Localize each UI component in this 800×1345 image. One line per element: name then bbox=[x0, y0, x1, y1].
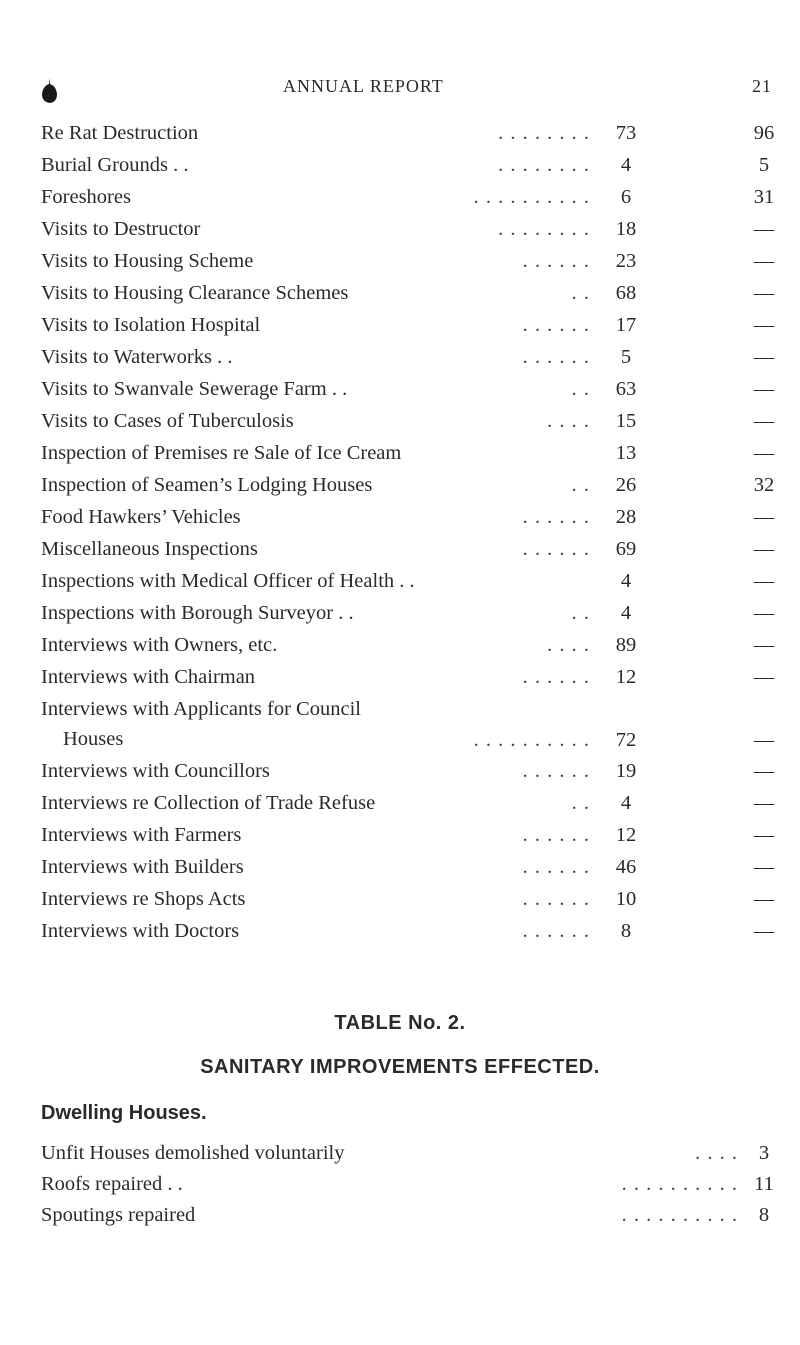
table-row bbox=[0, 787, 800, 819]
row-label-text: Interviews with Chairman bbox=[41, 666, 256, 688]
table-row bbox=[0, 819, 800, 851]
improvements-table bbox=[0, 1138, 800, 1231]
count-second-column: — bbox=[753, 218, 775, 240]
row-label bbox=[41, 405, 294, 437]
count-first-column: 10 bbox=[615, 888, 637, 910]
leader-dots: . . bbox=[571, 282, 590, 304]
count-second-column: — bbox=[753, 250, 775, 272]
count-second-column: — bbox=[753, 888, 775, 910]
leader-dots: . . . . . . bbox=[522, 824, 590, 846]
table-row bbox=[0, 1200, 800, 1231]
row-label bbox=[41, 309, 260, 341]
table-row bbox=[0, 437, 800, 469]
row-label bbox=[41, 694, 361, 754]
row-label-text: Inspection of Premises re Sale of Ice Cream bbox=[41, 442, 402, 464]
count-first-column: 63 bbox=[615, 378, 637, 400]
count-second-column: — bbox=[753, 634, 775, 656]
row-label: Spoutings repaired bbox=[41, 1204, 196, 1226]
count-first-column: 19 bbox=[615, 760, 637, 782]
count-second-column: — bbox=[753, 410, 775, 432]
table-subtitle: SANITARY IMPROVEMENTS EFFECTED. bbox=[200, 1056, 600, 1078]
table-row bbox=[0, 565, 800, 597]
count-second-column: — bbox=[753, 666, 775, 688]
count-second-column: 31 bbox=[753, 186, 775, 208]
row-label bbox=[41, 117, 198, 149]
row-label-text: Food Hawkers’ Vehicles bbox=[41, 506, 241, 528]
table-title: TABLE No. 2. bbox=[334, 1012, 466, 1034]
row-label bbox=[41, 851, 244, 883]
leader-dots: . . . . . . bbox=[522, 888, 590, 910]
row-label bbox=[41, 373, 347, 405]
table-row bbox=[0, 277, 800, 309]
leader-dots: . . . . bbox=[547, 634, 590, 656]
row-label bbox=[41, 277, 348, 309]
count-second-column: — bbox=[753, 346, 775, 368]
row-label-text: Re Rat Destruction bbox=[41, 122, 199, 144]
table-row bbox=[0, 245, 800, 277]
count-first-column: 15 bbox=[615, 410, 637, 432]
row-label-text: Inspections with Borough Surveyor . . bbox=[41, 602, 354, 624]
table-row bbox=[0, 501, 800, 533]
count-first-column: 73 bbox=[615, 122, 637, 144]
leader-dots: . . bbox=[571, 602, 590, 624]
section-heading: Dwelling Houses. bbox=[41, 1102, 207, 1124]
count-second-column: — bbox=[753, 856, 775, 878]
count-second-column: — bbox=[753, 506, 775, 528]
leader-dots: . . . . . . . . . . bbox=[473, 729, 590, 751]
leader-dots: . . . . . . . . bbox=[498, 218, 590, 240]
table-row bbox=[0, 629, 800, 661]
row-label-text: Visits to Housing Scheme bbox=[41, 250, 254, 272]
row-label bbox=[41, 533, 258, 565]
count-column: 8 bbox=[758, 1204, 770, 1226]
row-label bbox=[41, 501, 241, 533]
leader-dots: . . . . . . bbox=[522, 856, 590, 878]
row-label-text: Miscellaneous Inspections bbox=[41, 538, 258, 560]
leader-dots: . . . . . . . . bbox=[498, 154, 590, 176]
row-label-text: Burial Grounds . . bbox=[41, 154, 189, 176]
table-row bbox=[0, 373, 800, 405]
row-label bbox=[41, 341, 232, 373]
count-second-column: 96 bbox=[753, 122, 775, 144]
count-column: 3 bbox=[758, 1142, 770, 1164]
leader-dots: . . bbox=[571, 474, 590, 496]
count-first-column: 68 bbox=[615, 282, 637, 304]
row-label bbox=[41, 883, 245, 915]
row-label bbox=[41, 597, 354, 629]
row-label-text: Inspections with Medical Officer of Health . . bbox=[41, 570, 415, 592]
leader-dots: . . . . . . bbox=[522, 760, 590, 782]
count-first-column: 89 bbox=[615, 634, 637, 656]
row-label bbox=[41, 437, 401, 469]
leader-dots: . . . . . . . . bbox=[498, 122, 590, 144]
count-second-column: — bbox=[753, 378, 775, 400]
row-label bbox=[41, 149, 188, 181]
row-label-text: Interviews with Applicants for Council bbox=[41, 698, 361, 720]
row-label-text: Interviews with Builders bbox=[41, 856, 244, 878]
row-label-text: Visits to Isolation Hospital bbox=[41, 314, 261, 336]
table-row bbox=[0, 755, 800, 787]
row-label bbox=[41, 181, 131, 213]
leader-dots: . . . . . . . . . . bbox=[621, 1173, 738, 1195]
table-row bbox=[0, 149, 800, 181]
table-row bbox=[0, 661, 800, 693]
count-second-column: — bbox=[753, 442, 775, 464]
table-row bbox=[0, 597, 800, 629]
leader-dots: . . . . . . bbox=[522, 666, 590, 688]
table-row bbox=[0, 693, 800, 755]
table-row bbox=[0, 533, 800, 565]
leader-dots: . . . . . . . . . . bbox=[473, 186, 590, 208]
table-row bbox=[0, 117, 800, 149]
table-row bbox=[0, 915, 800, 947]
leader-dots: . . . . . . bbox=[522, 920, 590, 942]
table-row bbox=[0, 181, 800, 213]
report-title: ANNUAL REPORT bbox=[283, 76, 444, 96]
leader-dots: . . . . . . bbox=[522, 250, 590, 272]
count-first-column: 4 bbox=[620, 792, 632, 814]
row-label-text: Visits to Cases of Tuberculosis bbox=[41, 410, 294, 432]
leader-dots: . . bbox=[571, 792, 590, 814]
leader-dots: . . . . . . bbox=[522, 314, 590, 336]
count-second-column: 32 bbox=[753, 474, 775, 496]
row-label-text: Foreshores bbox=[41, 186, 131, 208]
row-label: Roofs repaired . . bbox=[41, 1173, 183, 1195]
row-label-text: Interviews with Farmers bbox=[41, 824, 242, 846]
leader-dots: . . bbox=[571, 378, 590, 400]
row-label bbox=[41, 755, 270, 787]
row-label-text: Interviews with Doctors bbox=[41, 920, 240, 942]
count-first-column: 18 bbox=[615, 218, 637, 240]
count-second-column: — bbox=[753, 538, 775, 560]
count-first-column: 12 bbox=[615, 666, 637, 688]
count-first-column: 72 bbox=[615, 729, 637, 751]
row-label bbox=[41, 565, 415, 597]
count-second-column: — bbox=[753, 792, 775, 814]
leader-dots: . . . . . . bbox=[522, 538, 590, 560]
page-number: 21 bbox=[752, 76, 772, 96]
count-first-column: 4 bbox=[620, 602, 632, 624]
printer-mark-icon bbox=[41, 78, 58, 104]
row-label bbox=[41, 245, 253, 277]
row-label bbox=[41, 787, 375, 819]
row-label bbox=[41, 629, 277, 661]
row-label-text: Visits to Swanvale Sewerage Farm . . bbox=[41, 378, 348, 400]
count-second-column: 5 bbox=[758, 154, 770, 176]
row-label bbox=[41, 213, 200, 245]
table-row bbox=[0, 405, 800, 437]
leader-dots: . . . . . . . . . . bbox=[621, 1204, 738, 1226]
count-column: 11 bbox=[754, 1173, 774, 1195]
row-label bbox=[41, 469, 372, 501]
activity-table bbox=[0, 117, 800, 947]
row-label-text: Interviews re Shops Acts bbox=[41, 888, 246, 910]
count-first-column: 4 bbox=[620, 154, 632, 176]
row-label-text: Interviews re Collection of Trade Refuse bbox=[41, 792, 376, 814]
row-label-text: Visits to Housing Clearance Schemes bbox=[41, 282, 349, 304]
table-row bbox=[0, 309, 800, 341]
count-second-column: — bbox=[753, 602, 775, 624]
count-second-column: — bbox=[753, 729, 775, 751]
count-second-column: — bbox=[753, 570, 775, 592]
count-first-column: 8 bbox=[620, 920, 632, 942]
count-first-column: 5 bbox=[620, 346, 632, 368]
table-row bbox=[0, 341, 800, 373]
row-label-text: Visits to Destructor bbox=[41, 218, 201, 240]
table-row bbox=[0, 469, 800, 501]
row-label bbox=[41, 819, 241, 851]
row-label: Unfit Houses demolished voluntarily bbox=[41, 1142, 345, 1164]
table-row bbox=[0, 851, 800, 883]
table-row bbox=[0, 1169, 800, 1200]
count-first-column: 23 bbox=[615, 250, 637, 272]
row-label-continuation: Houses bbox=[63, 728, 124, 750]
count-first-column: 46 bbox=[615, 856, 637, 878]
count-first-column: 28 bbox=[615, 506, 637, 528]
count-first-column: 12 bbox=[615, 824, 637, 846]
count-first-column: 17 bbox=[615, 314, 637, 336]
table-row bbox=[0, 1138, 800, 1169]
count-second-column: — bbox=[753, 920, 775, 942]
row-label bbox=[41, 915, 239, 947]
row-label bbox=[41, 661, 255, 693]
row-label-text: Visits to Waterworks . . bbox=[41, 346, 233, 368]
leader-dots: . . . . bbox=[547, 410, 590, 432]
count-second-column: — bbox=[753, 824, 775, 846]
count-second-column: — bbox=[753, 760, 775, 782]
table-row bbox=[0, 213, 800, 245]
count-second-column: — bbox=[753, 282, 775, 304]
leader-dots: . . . . . . bbox=[522, 506, 590, 528]
leader-dots: . . . . bbox=[695, 1142, 738, 1164]
row-label-text: Interviews with Councillors bbox=[41, 760, 270, 782]
leader-dots: . . . . . . bbox=[522, 346, 590, 368]
count-first-column: 4 bbox=[620, 570, 632, 592]
count-first-column: 26 bbox=[615, 474, 637, 496]
count-first-column: 13 bbox=[615, 442, 637, 464]
count-first-column: 6 bbox=[620, 186, 632, 208]
count-first-column: 69 bbox=[615, 538, 637, 560]
row-label-text: Inspection of Seamen’s Lodging Houses bbox=[41, 474, 373, 496]
count-second-column: — bbox=[753, 314, 775, 336]
table-row bbox=[0, 883, 800, 915]
row-label-text: Interviews with Owners, etc. bbox=[41, 634, 278, 656]
